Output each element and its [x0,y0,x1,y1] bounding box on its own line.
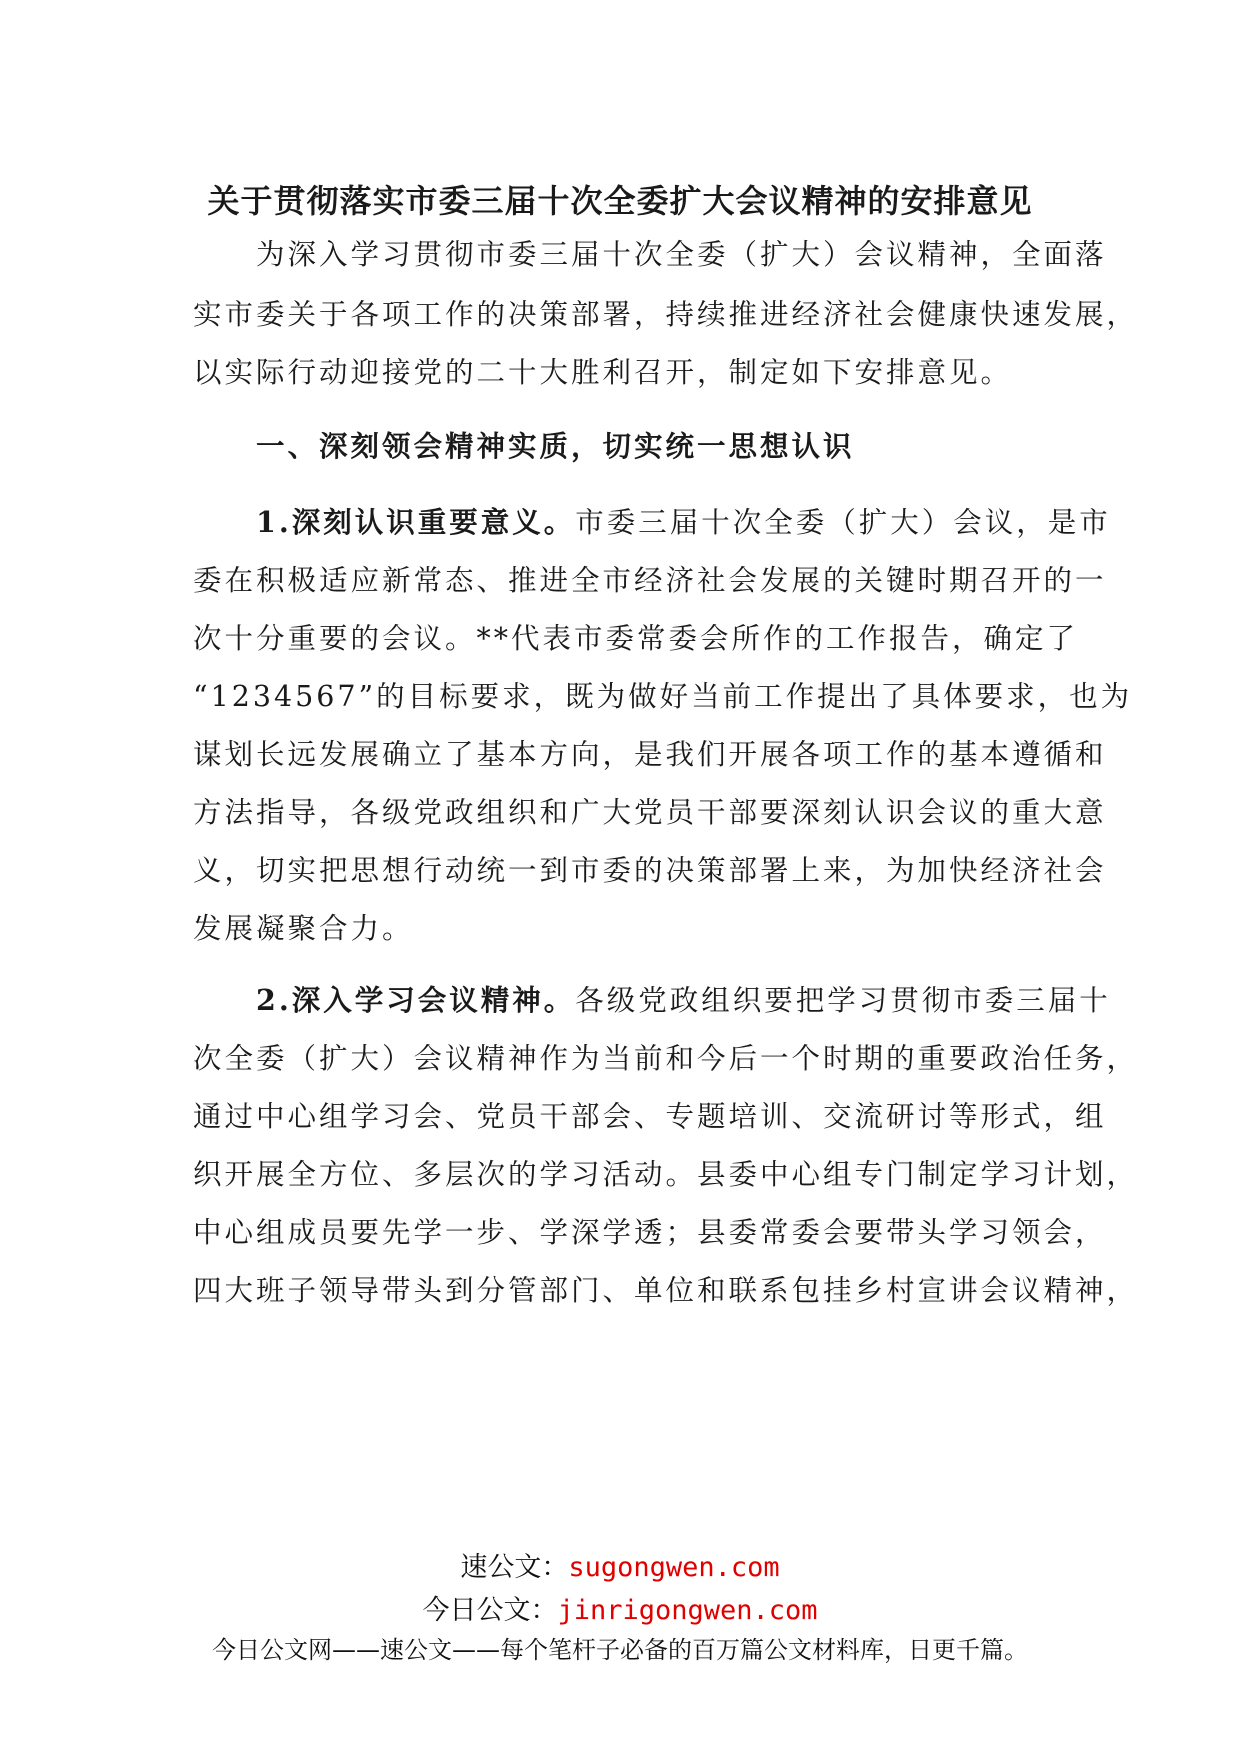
paragraph-line: 中心组成员要先学一步、学深学透；县委常委会要带头学习领会， [193,1216,1107,1249]
paragraph-text: 各级党政组织要把学习贯彻市委三届十 [575,984,1111,1017]
footer-link-sugongwen[interactable]: sugongwen.com [568,1552,780,1583]
paragraph-line: 委在积极适应新常态、推进全市经济社会发展的关键时期召开的一 [193,564,1107,597]
intro-line: 实市委关于各项工作的决策部署，持续推进经济社会健康快速发展， [193,298,1139,331]
paragraph-text: 市委三届十次全委（扩大）会议，是市 [575,506,1111,539]
paragraph-line: 通过中心组学习会、党员干部会、专题培训、交流研讨等形式，组 [193,1100,1107,1133]
footer-slogan: 今日公文网——速公文——每个笔杆子必备的百万篇公文材料库，日更千篇。 [212,1636,1028,1664]
paragraph-line: “1234567”的目标要求，既为做好当前工作提出了具体要求，也为 [193,680,1133,713]
item-heading: 1.深刻认识重要意义。 [193,505,576,539]
paragraph-line: 次全委（扩大）会议精神作为当前和今后一个时期的重要政治任务， [193,1042,1139,1075]
intro-line: 以实际行动迎接党的二十大胜利召开，制定如下安排意见。 [193,356,1013,389]
paragraph-line: 方法指导，各级党政组织和广大党员干部要深刻认识会议的重大意 [193,796,1107,829]
paragraph-line [193,978,1111,1019]
intro-line: 为深入学习贯彻市委三届十次全委（扩大）会议精神，全面落 [193,238,1107,271]
section-heading: 一、深刻领会精神实质，切实统一思想认识 [193,429,855,463]
paragraph-line: 四大班子领导带头到分管部门、单位和联系包挂乡村宣讲会议精神， [193,1274,1139,1307]
footer-label: 速公文： [460,1552,569,1583]
footer-link-jinrigongwen[interactable]: jinrigongwen.com [557,1595,818,1626]
item-heading: 2.深入学习会议精神。 [193,983,576,1017]
paragraph-line: 织开展全方位、多层次的学习活动。县委中心组专门制定学习计划， [193,1158,1139,1191]
paragraph-line: 发展凝聚合力。 [193,912,414,945]
footer-line-jinrigongwen [0,1588,1240,1627]
paragraph-line: 谋划长远发展确立了基本方向，是我们开展各项工作的基本遵循和 [193,738,1107,771]
paragraph-line: 义，切实把思想行动统一到市委的决策部署上来，为加快经济社会 [193,854,1107,887]
document-title: 关于贯彻落实市委三届十次全委扩大会议精神的安排意见 [207,182,1033,220]
paragraph-line [193,500,1111,541]
footer-line-sugongwen [0,1545,1240,1584]
paragraph-line: 次十分重要的会议。**代表市委常委会所作的工作报告，确定了 [193,622,1079,655]
footer-label: 今日公文： [422,1595,558,1626]
